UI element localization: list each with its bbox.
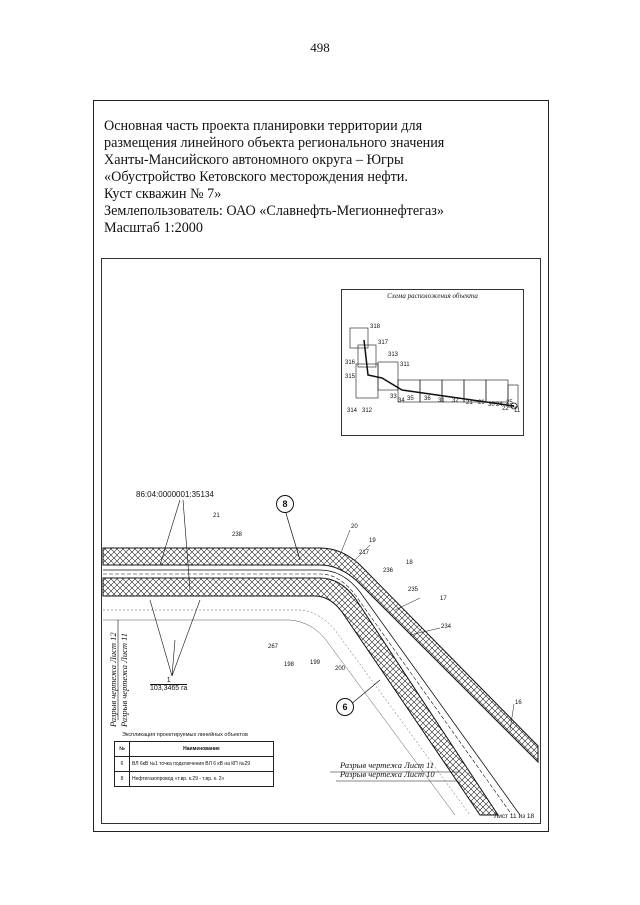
point-label: 236 xyxy=(383,568,394,574)
inset-label: 30 xyxy=(488,402,495,408)
area-number: 1 xyxy=(150,677,187,685)
inset-label: 315 xyxy=(345,374,356,380)
inset-label: 317 xyxy=(378,340,389,346)
header-line: Куст скважин № 7» xyxy=(104,186,222,202)
location-scheme-title: Схема расположения объекта xyxy=(387,292,478,300)
inset-label: 316 xyxy=(345,360,356,366)
point-label: 16 xyxy=(515,700,522,706)
location-scheme xyxy=(341,289,524,436)
table-header-row xyxy=(115,742,274,757)
point-label: 21 xyxy=(213,513,220,519)
inset-label: 21 xyxy=(466,400,473,406)
point-label: 235 xyxy=(408,587,419,593)
point-label: 234 xyxy=(441,624,452,630)
explication-table xyxy=(114,741,274,787)
inset-label: 24 xyxy=(496,402,503,408)
header-line: размещения линейного объекта регионального значения xyxy=(104,135,445,151)
header-line: Масштаб 1:2000 xyxy=(104,220,203,236)
break-sheet-10: Разрыв чертежа Лист 10 xyxy=(340,769,435,779)
header-line: Ханты-Мансийского автономного округа – Югры xyxy=(104,152,404,168)
point-label: 200 xyxy=(335,666,346,672)
header-line: «Обустройство Кетовского месторождения нефти. xyxy=(104,169,408,185)
inset-label: 318 xyxy=(370,324,381,330)
table-row xyxy=(115,757,274,772)
inset-label: 314 xyxy=(347,408,358,414)
point-label: 18 xyxy=(406,560,413,566)
point-label: 20 xyxy=(351,524,358,530)
break-sheet-11-left: Разрыв чертежа Лист 11 xyxy=(119,632,129,727)
point-label: 19 xyxy=(369,538,376,544)
inset-label: 34 xyxy=(398,398,405,404)
header-line: Основная часть проекта планировки территории для xyxy=(104,118,423,134)
inset-label: 33 xyxy=(390,394,397,400)
inset-label: 32 xyxy=(452,398,459,404)
inset-label: 36 xyxy=(424,396,431,402)
row-number: 6 xyxy=(115,757,130,772)
inset-label: 35 xyxy=(407,396,414,402)
object-marker-6: 6 xyxy=(336,698,354,716)
break-sheet-12: Разрыв чертежа Лист 12 xyxy=(108,632,118,727)
inset-label: 312 xyxy=(362,408,373,414)
cadastral-number: 86:04:0000001:35134 xyxy=(136,490,214,499)
row-name: ВЛ 6кВ №1 точка подключения ВЛ 6 кВ на КП №29 xyxy=(130,757,274,772)
col-name: Наименование xyxy=(130,742,274,757)
row-number: 8 xyxy=(115,772,130,787)
inset-label: 25 xyxy=(506,400,513,406)
inset-label: 31 xyxy=(438,398,445,404)
sheet-number: Лист 11 из 18 xyxy=(494,813,535,820)
point-label: 199 xyxy=(310,660,321,666)
inset-label: 11 xyxy=(514,408,521,414)
object-marker-8: 8 xyxy=(276,495,294,513)
point-label: 238 xyxy=(232,532,243,538)
break-sheet-11-right: Разрыв чертежа Лист 11 xyxy=(340,760,435,770)
point-label: 217 xyxy=(359,550,370,556)
header-line: Землепользователь: ОАО «Славнефть-Мегионнефтегаз» xyxy=(104,203,444,219)
point-label: 17 xyxy=(440,596,447,602)
point-label: 267 xyxy=(268,644,279,650)
row-name: Нефтегазопровод «т.вр. к.29 - т.вр. к. 2» xyxy=(130,772,274,787)
explication-title: Экспликация проектируемых линейных объектов xyxy=(122,732,248,738)
page-number: 498 xyxy=(310,40,330,55)
inset-label: 22 xyxy=(502,406,509,412)
table-row xyxy=(115,772,274,787)
point-label: 198 xyxy=(284,662,295,668)
area-label xyxy=(150,677,187,692)
inset-label: 313 xyxy=(388,352,399,358)
col-number: № xyxy=(115,742,130,757)
inset-label: 311 xyxy=(400,362,410,368)
area-value: 103,3465 га xyxy=(150,685,188,692)
inset-label: 26 xyxy=(478,400,485,406)
